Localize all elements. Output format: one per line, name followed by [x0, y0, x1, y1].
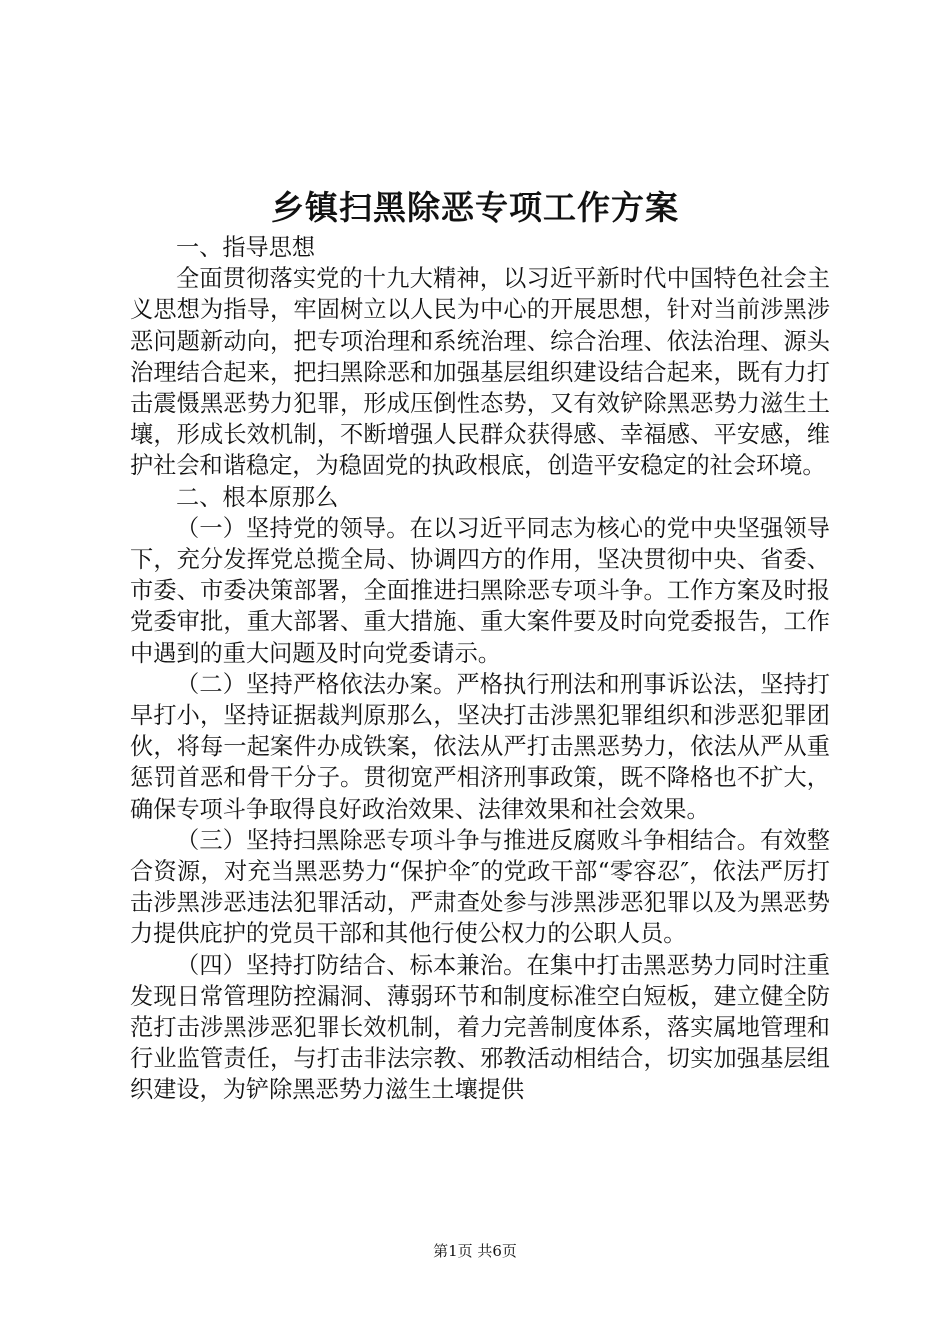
paragraph-principle-2: （二）坚持严格依法办案。严格执行刑法和刑事诉讼法，坚持打早打小，坚持证据裁判原那么，坚决打击涉黑犯罪组织和涉恶犯罪团伙，将每一起案件办成铁案，依法从严打击黑恶势力，依法从严从重惩罚首恶和骨干分子。贯彻宽严相济刑事政策，既不降格也不扩大，确保专项斗争取得良好政治效果、法律效果和社会效果。	[130, 670, 830, 823]
paragraph-principle-3: （三）坚持扫黑除恶专项斗争与推进反腐败斗争相结合。有效整合资源，对充当黑恶势力“保护伞″的党政干部“零容忍″，依法严厉打击涉黑涉恶违法犯罪活动，严肃查处参与涉黑涉恶犯罪以及为黑恶势力提供庇护的党员干部和其他行使公权力的公职人员。	[130, 826, 830, 948]
paragraph-guiding-ideology: 全面贯彻落实党的十九大精神，以习近平新时代中国特色社会主义思想为指导，牢固树立以人民为中心的开展思想，针对当前涉黑涉恶问题新动向，把专项治理和系统治理、综合治理、依法治理、源头治理结合起来，把扫黑除恶和加强基层组织建设结合起来，既有力打击震慑黑恶势力犯罪，形成压倒性态势，又有效铲除黑恶势力滋生土壤，形成长效机制，不断增强人民群众获得感、幸福感、平安感，维护社会和谐稳定，为稳固党的执政根底，创造平安稳定的社会环境。	[130, 265, 830, 480]
page-number-footer: 第1页 共6页	[433, 1242, 517, 1260]
document-title: 乡镇扫黑除恶专项工作方案	[271, 188, 679, 227]
document-body	[130, 232, 830, 1106]
section-heading-guiding-ideology: 一、指导思想	[176, 234, 316, 261]
section-heading-basic-principles: 二、根本原那么	[176, 483, 339, 511]
paragraph-principle-1: （一）坚持党的领导。在以习近平同志为核心的党中央坚强领导下，充分发挥党总揽全局、协调四方的作用，坚决贯彻中央、省委、市委、市委决策部署，全面推进扫黑除恶专项斗争。工作方案及时报党委审批，重大部署、重大措施、重大案件要及时向党委报告，工作中遇到的重大问题及时向党委请示。	[130, 514, 830, 667]
paragraph-principle-4: （四）坚持打防结合、标本兼治。在集中打击黑恶势力同时注重发现日常管理防控漏洞、薄弱环节和制度标准空白短板，建立健全防范打击涉黑涉恶犯罪长效机制，着力完善制度体系，落实属地管理和行业监管责任，与打击非法宗教、邪教活动相结合，切实加强基层组织建设，为铲除黑恶势力滋生土壤提供	[130, 951, 830, 1104]
